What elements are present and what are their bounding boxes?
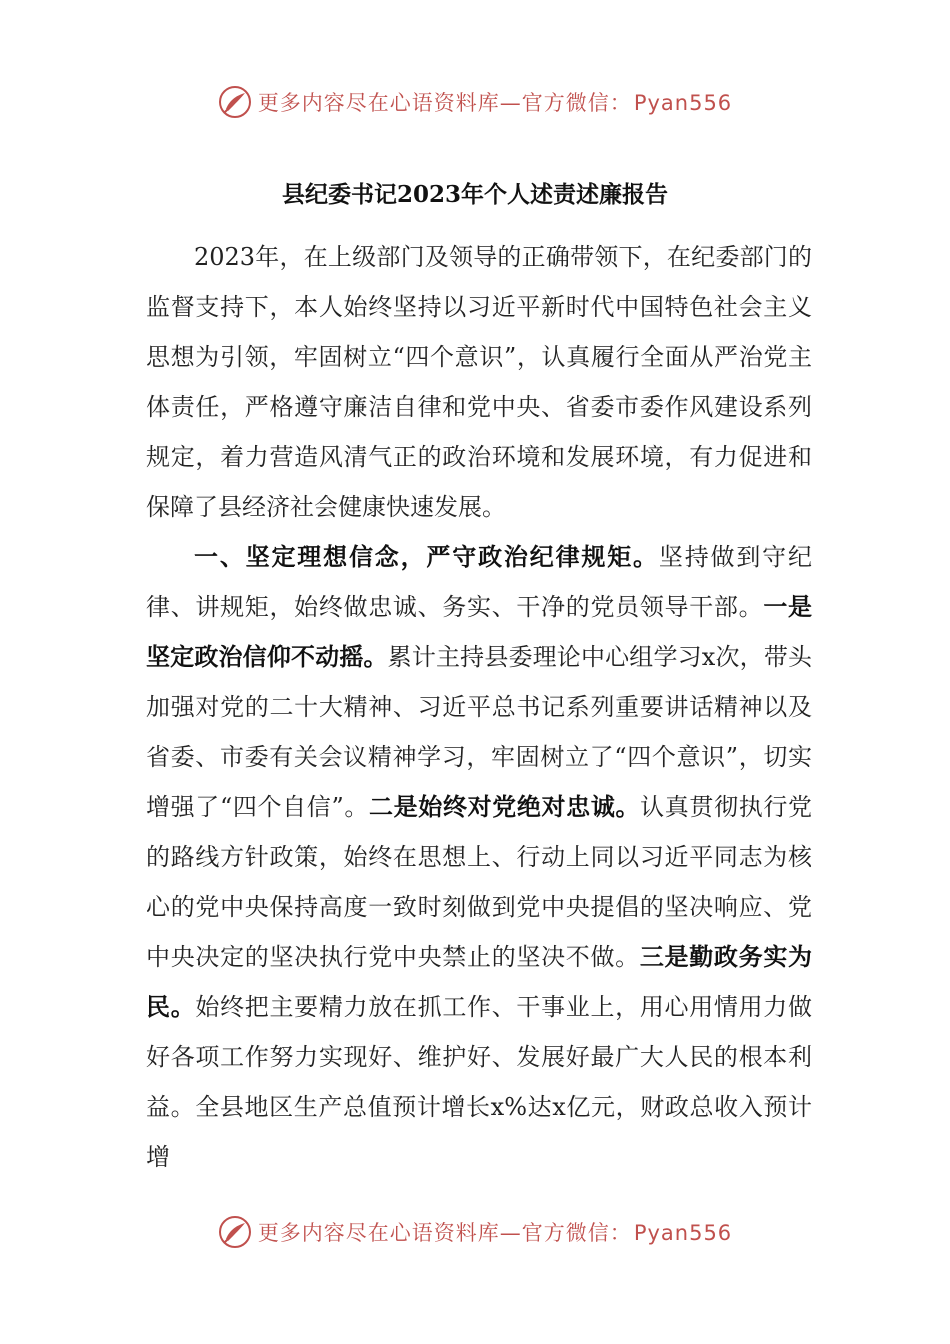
- section-1-heading: 一、坚定理想信念，严守政治纪律规矩。: [194, 542, 659, 571]
- watermark-account: Pyan556: [633, 1221, 733, 1245]
- point-2-title: 二是始终对党绝对忠诚。: [369, 792, 641, 821]
- section-1-paragraph: [146, 532, 812, 1182]
- section-1-lead: 坚持做到守纪律、讲规矩，始终做忠诚、务实、干净的党员领导干部。: [146, 543, 813, 621]
- document-body: [146, 232, 812, 1182]
- watermark-text: 更多内容尽在心语资料库—官方微信：Pyan556: [257, 1221, 733, 1245]
- point-2-text: 认真贯彻执行党的路线方针政策，始终在思想上、行动上同以习近平同志为核心的党中央保持高度一致时刻做到党中央提倡的坚决响应、党中央决定的坚决执行党中央禁止的坚决不做。: [146, 793, 813, 971]
- pen-logo-icon: [218, 85, 252, 119]
- point-3-title: 三是勤政务实为民。: [146, 942, 813, 1021]
- point-3-text: 始终把主要精力放在抓工作、干事业上，用心用情用力做好各项工作努力实现好、维护好、发展好最广大人民的根本利益。全县地区生产总值预计增长x%达x亿元，财政总收入预计增: [146, 993, 813, 1171]
- point-1-text: 累计主持县委理论中心组学习x次，带头加强对党的二十大精神、习近平总书记系列重要讲话精神以及省委、市委有关会议精神学习，牢固树立了“四个意识”，切实增强了“四个自信”。: [146, 643, 812, 821]
- document-title: 县纪委书记2023年个人述责述廉报告: [281, 181, 668, 208]
- watermark-account: Pyan556: [633, 91, 733, 115]
- watermark-banner-bottom: [0, 1212, 950, 1252]
- intro-paragraph: 2023年，在上级部门及领导的正确带领下，在纪委部门的监督支持下，本人始终坚持以习近平新时代中国特色社会主义思想为引领，牢固树立“四个意识”，认真履行全面从严治党主体责任，严格遵守廉洁自律和党中央、省委市委作风建设系列规定，着力营造风清气正的政治环境和发展环境，有力促进和保障了县经济社会健康快速发展。: [146, 243, 812, 521]
- point-1-title: 一是坚定政治信仰不动摇。: [146, 592, 813, 671]
- watermark-banner-top: [0, 82, 950, 122]
- watermark-text: 更多内容尽在心语资料库—官方微信：Pyan556: [257, 91, 733, 115]
- pen-logo-icon: [218, 1215, 252, 1249]
